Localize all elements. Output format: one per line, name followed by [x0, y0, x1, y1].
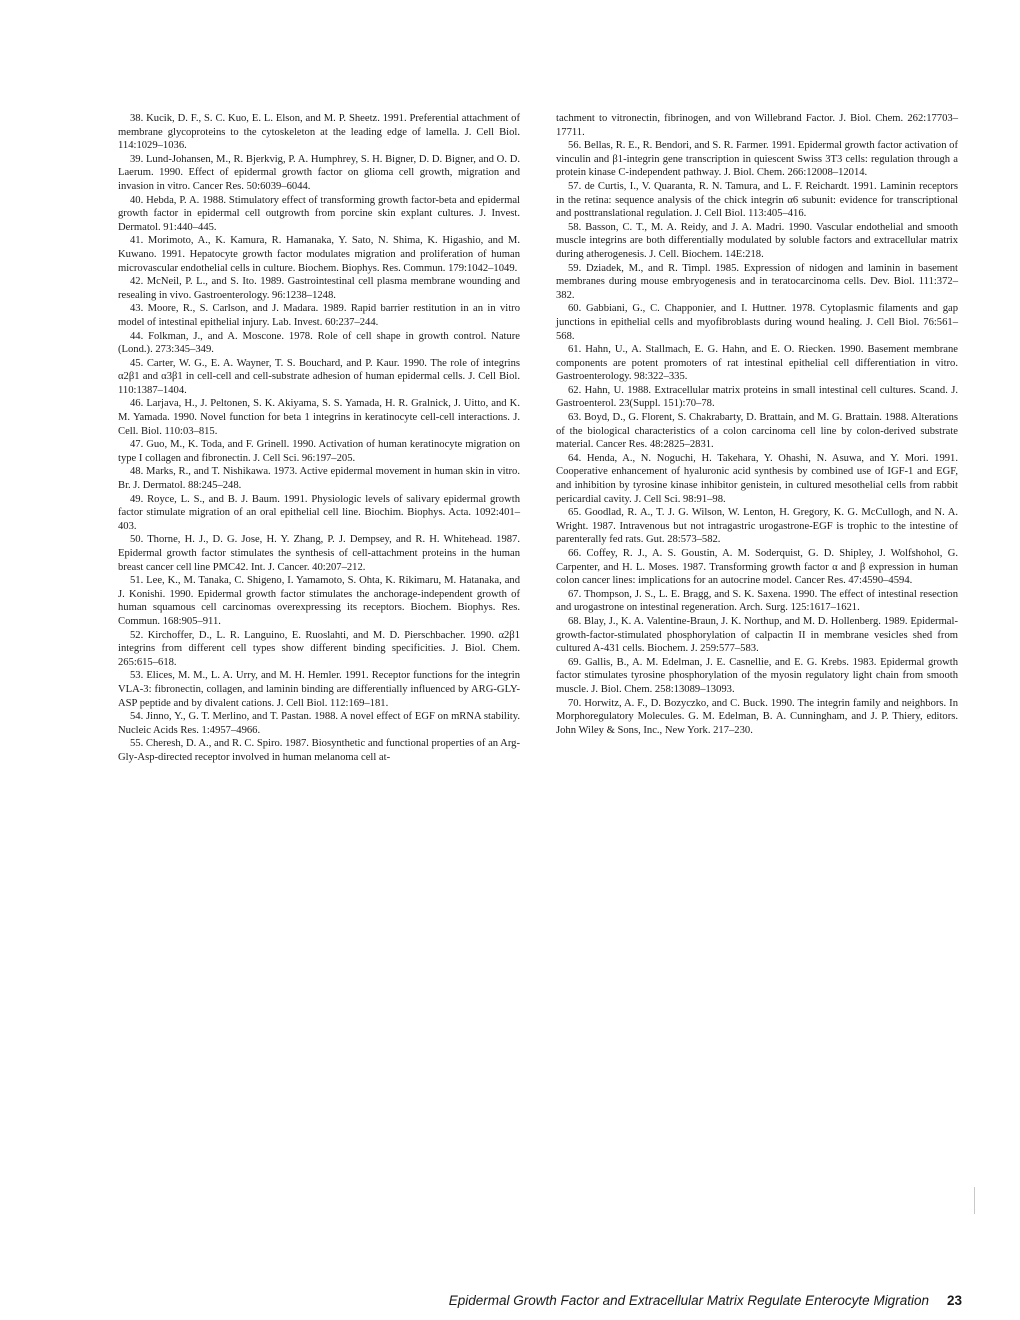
reference-67: 67. Thompson, J. S., L. E. Bragg, and S. K. Saxena. 1990. The effect of intestinal resection and urogastrone on intestinal regeneration. Arch. Surg. 125:1617–1621.: [556, 588, 958, 614]
page-footer: [449, 1293, 962, 1308]
reference-54: 54. Jinno, Y., G. T. Merlino, and T. Pastan. 1988. A novel effect of EGF on mRNA stability. Nucleic Acids Res. 1:4957–4966.: [118, 711, 520, 736]
reference-62: 62. Hahn, U. 1988. Extracellular matrix proteins in small intestinal cell cultures. Scand. J. Gastroenterol. 23(Suppl. 151):70–78.: [556, 384, 958, 410]
reference-53: 53. Elices, M. M., L. A. Urry, and M. H. Hemler. 1991. Receptor functions for the integrin VLA-3: fibronectin, collagen, and laminin binding are differentially influenced by ARG-GLY-ASP peptide and by divalent cations. J. Cell Biol. 112:169–181.: [118, 670, 520, 709]
reference-70: 70. Horwitz, A. F., D. Bozyczko, and C. Buck. 1990. The integrin family and neighbors. In Morphoregulatory Molecules. G. M. Edelman, B. A. Cunningham, and J. P. Thiery, editors. John Wiley & Sons, Inc., New York. 217–230.: [556, 697, 958, 736]
reference-47: 47. Guo, M., K. Toda, and F. Grinell. 1990. Activation of human keratinocyte migration on type I collagen and fibronectin. J. Cell Sci. 96:197–205.: [118, 439, 520, 464]
reference-66: 66. Coffey, R. J., A. S. Goustin, A. M. Soderquist, G. D. Shipley, J. Wolfshohol, G. Carpenter, and H. L. Moses. 1987. Transforming growth factor α and β expression in human colon cancer lines: implications for an autocrine model. Cancer Res. 47:4590–4594.: [556, 548, 958, 587]
reference-45: 45. Carter, W. G., E. A. Wayner, T. S. Bouchard, and P. Kaur. 1990. The role of integrins α2β1 and α3β1 in cell-cell and cell-substrate adhesion of human epidermal cells. J. Cell Biol. 110:1387–1404.: [118, 357, 520, 396]
reference-46: 46. Larjava, H., J. Peltonen, S. K. Akiyama, S. S. Yamada, H. R. Gralnick, J. Uitto, and K. M. Yamada. 1990. Novel function for beta 1 integrins in keratinocyte cell-cell interactions. J. Cell. Biol. 110:03–815.: [118, 398, 520, 437]
reference-64: 64. Henda, A., N. Noguchi, H. Takehara, Y. Ohashi, N. Asuwa, and Y. Mori. 1991. Cooperative enhancement of hyaluronic acid synthesis by combined use of IGF-1 and EGF, and inhibition by tyrosine kinase inhibitor genistein, in cultured mesothelial cells from rabbit pericardial cavity. J. Cell Sci. 98:91–98.: [556, 452, 958, 505]
reference-41: 41. Morimoto, A., K. Kamura, R. Hamanaka, Y. Sato, N. Shima, K. Higashio, and M. Kuwano. 1991. Hepatocyte growth factor modulates migration and proliferation of human microvascular endothelial cells in culture. Biochem. Biophys. Res. Commun. 179:1042–1049.: [118, 235, 520, 274]
reference-49: 49. Royce, L. S., and B. J. Baum. 1991. Physiologic levels of salivary epidermal growth factor stimulate migration of an oral epithelial cell line. Biochim. Biophys. Acta. 1092:401–403.: [118, 493, 520, 532]
reference-61: 61. Hahn, U., A. Stallmach, E. G. Hahn, and E. O. Riecken. 1990. Basement membrane components are potent promoters of rat intestinal epithelial cell differentiation in vitro. Gastroenterology. 98:322–335.: [556, 344, 958, 383]
page-number: 23: [946, 1293, 962, 1308]
reference-column-left: [118, 112, 520, 765]
reference-48: 48. Marks, R., and T. Nishikawa. 1973. Active epidermal movement in human skin in vitro. Br. J. Dermatol. 88:245–248.: [118, 466, 520, 492]
reference-42: 42. McNeil, P. L., and S. Ito. 1989. Gastrointestinal cell plasma membrane wounding and resealing in vivo. Gastroenterology. 96:1238–1248.: [118, 276, 520, 301]
reference-50: 50. Thorne, H. J., D. G. Jose, H. Y. Zhang, P. J. Dempsey, and R. H. Whitehead. 1987. Epidermal growth factor stimulates the synthesis of cell-attachment proteins in the human breast cancer cell line PMC42. Int. J. Cancer. 40:207–212.: [118, 534, 520, 573]
reference-60: 60. Gabbiani, G., C. Chapponier, and I. Huttner. 1978. Cytoplasmic filaments and gap junctions in epithelial cells and myofibroblasts during wound healing. J. Cell Biol. 76:561–568.: [556, 303, 958, 342]
reference-69: 69. Gallis, B., A. M. Edelman, J. E. Casnellie, and E. G. Krebs. 1983. Epidermal growth factor stimulates tyrosine phosphorylation of the myosin regulatory light chain from smooth muscle. J. Biol. Chem. 258:13089–13093.: [556, 656, 958, 695]
reference-57: 57. de Curtis, I., V. Quaranta, R. N. Tamura, and L. F. Reichardt. 1991. Laminin receptors in the retina: sequence analysis of the chick integrin α6 subunit: evidence for transcriptional and posttranslational regulation. J. Cell Biol. 113:405–416.: [556, 180, 958, 220]
reference-52: 52. Kirchoffer, D., L. R. Languino, E. Ruoslahti, and M. D. Pierschbacher. 1990. α2β1 integrins from different cell types show different binding specificities. J. Biol. Chem. 265:615–618.: [118, 629, 520, 668]
reference-51: 51. Lee, K., M. Tanaka, C. Shigeno, I. Yamamoto, S. Ohta, K. Rikimaru, M. Hatanaka, and J. Konishi. 1990. Epidermal growth factor stimulates the anchorage-independent growth of human squamous cell carcinomas overexpressing its receptors. Biochem. Biophys. Res. Commun. 168:905–911.: [118, 575, 520, 627]
reference-63: 63. Boyd, D., G. Florent, S. Chakrabarty, D. Brattain, and M. G. Brattain. 1988. Alterations of the biological characteristics of a colon carcinoma cell line by colon-derived substrate material. Cancer Res. 48:2825–2831.: [556, 412, 958, 451]
reference-55-continuation: tachment to vitronectin, fibrinogen, and von Willebrand Factor. J. Biol. Chem. 262:17703–17711.: [556, 113, 958, 138]
running-title: Epidermal Growth Factor and Extracellular Matrix Regulate Enterocyte Migration: [448, 1293, 929, 1308]
reference-38: 38. Kucik, D. F., S. C. Kuo, E. L. Elson, and M. P. Sheetz. 1991. Preferential attachment of membrane glycoproteins to the cytoskeleton at the leading edge of lamella. J. Cell Biol. 114:1029–1036.: [118, 113, 520, 152]
reference-58: 58. Basson, C. T., M. A. Reidy, and J. A. Madri. 1990. Vascular endothelial and smooth muscle integrins are both differentially modulated by soluble factors and extracellular matrix during atherogenesis. J. Cell. Biochem. 14E:218.: [556, 221, 958, 260]
reference-44: 44. Folkman, J., and A. Moscone. 1978. Role of cell shape in growth control. Nature (Lond.). 273:345–349.: [118, 330, 520, 356]
reference-column-right: [556, 112, 958, 737]
reference-39: 39. Lund-Johansen, M., R. Bjerkvig, P. A. Humphrey, S. H. Bigner, D. D. Bigner, and O. D. Laerum. 1990. Effect of epidermal growth factor on glioma cell growth, migration and invasion in vitro. Cancer Res. 50:6039–6044.: [118, 153, 520, 192]
reference-68: 68. Blay, J., K. A. Valentine-Braun, J. K. Northup, and M. D. Hollenberg. 1989. Epidermal-growth-factor-stimulated phosphorylation of calpactin II in membrane vesicles shed from cultured A-431 cells. Biochem. J. 259:577–583.: [556, 615, 958, 655]
reference-40: 40. Hebda, P. A. 1988. Stimulatory effect of transforming growth factor-beta and epidermal growth factor in epidermal cell outgrowth from porcine skin explant cultures. J. Invest. Dermatol. 91:440–445.: [118, 194, 520, 233]
reference-65: 65. Goodlad, R. A., T. J. G. Wilson, W. Lenton, H. Gregory, K. G. McCullogh, and N. A. Wright. 1987. Intravenous but not intragastric urogastrone-EGF is trophic to the intestine of parenterally fed rats. Gut. 28:573–582.: [556, 507, 958, 546]
margin-rule: [974, 1187, 975, 1214]
reference-56: 56. Bellas, R. E., R. Bendori, and S. R. Farmer. 1991. Epidermal growth factor activation of vinculin and β1-integrin gene transcription in quiescent Swiss 3T3 cells: regulation through a protein kinase C-independent pathway. J. Biol. Chem. 266:12008–12014.: [556, 140, 958, 179]
reference-59: 59. Dziadek, M., and R. Timpl. 1985. Expression of nidogen and laminin in basement membranes during mouse embryogenesis and in teratocarcinoma cells. Dev. Biol. 111:372–382.: [556, 262, 958, 301]
reference-55: 55. Cheresh, D. A., and R. C. Spiro. 1987. Biosynthetic and functional properties of an Arg-Gly-Asp-directed receptor involved in human melanoma cell at-: [118, 738, 520, 763]
reference-43: 43. Moore, R., S. Carlson, and J. Madara. 1989. Rapid barrier restitution in an in vitro model of intestinal epithelial injury. Lab. Invest. 60:237–244.: [118, 303, 520, 328]
